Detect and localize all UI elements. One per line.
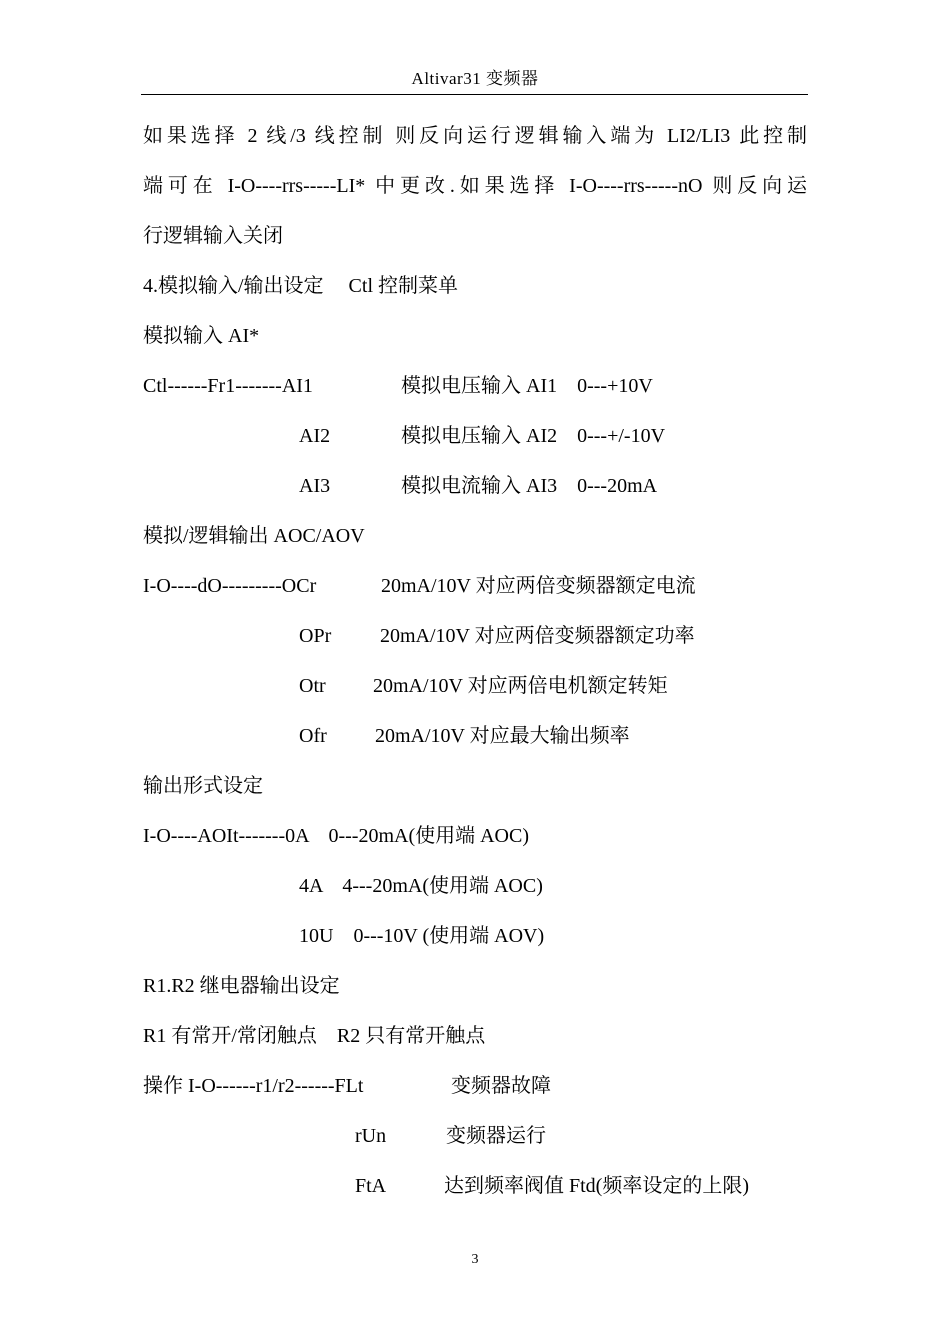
ai-code-2: AI2 bbox=[299, 425, 331, 447]
relay-code-3: FtA bbox=[355, 1175, 387, 1197]
paragraph-line-1: 如果选择 2 线/3 线控制 则反向运行逻辑输入端为 LI2/LI3 此控制 bbox=[143, 125, 807, 147]
form-row-3: 10U 0---10V (使用端 AOV) bbox=[299, 925, 545, 947]
relay-desc-2: 变频器运行 bbox=[446, 1125, 546, 1147]
relay-code-1: 操作 I-O------r1/r2------FLt bbox=[143, 1075, 364, 1097]
ai-code-3: AI3 bbox=[299, 475, 331, 497]
ao-code-1: I-O----dO---------OCr bbox=[143, 575, 317, 597]
form-row-2: 4A 4---20mA(使用端 AOC) bbox=[299, 875, 543, 897]
page-header: Altivar31 变频器 bbox=[411, 69, 539, 88]
ao-code-4: Ofr bbox=[299, 725, 327, 747]
ai-desc-2: 模拟电压输入 AI2 0---+/-10V bbox=[401, 425, 666, 447]
ao-code-3: Otr bbox=[299, 675, 326, 697]
relay-desc-1: 变频器故障 bbox=[451, 1075, 551, 1097]
ao-desc-3: 20mA/10V 对应两倍电机额定转矩 bbox=[373, 675, 668, 697]
relay-code-2: rUn bbox=[355, 1125, 387, 1147]
analog-input-title: 模拟输入 AI* bbox=[143, 325, 260, 347]
ai-desc-1: 模拟电压输入 AI1 0---+10V bbox=[401, 375, 653, 397]
analog-output-title: 模拟/逻辑输出 AOC/AOV bbox=[143, 525, 365, 547]
paragraph-line-2: 端可在 I-O----rrs-----LI* 中更改.如果选择 I-O----rrs-----nO 则反向运 bbox=[143, 175, 807, 197]
relay-desc-3: 达到频率阀值 Ftd(频率设定的上限) bbox=[444, 1175, 749, 1197]
relay-description: R1 有常开/常闭触点 R2 只有常开触点 bbox=[143, 1025, 486, 1047]
ao-desc-4: 20mA/10V 对应最大输出频率 bbox=[375, 725, 630, 747]
relay-title: R1.R2 继电器输出设定 bbox=[143, 975, 340, 997]
ai-code-1: Ctl------Fr1-------AI1 bbox=[143, 375, 313, 397]
ai-desc-3: 模拟电流输入 AI3 0---20mA bbox=[401, 475, 658, 497]
paragraph-line-3: 行逻辑输入关闭 bbox=[143, 225, 283, 247]
header-rule bbox=[141, 94, 808, 95]
form-row-1: I-O----AOIt-------0A 0---20mA(使用端 AOC) bbox=[143, 825, 529, 847]
output-form-title: 输出形式设定 bbox=[143, 775, 263, 797]
ao-desc-1: 20mA/10V 对应两倍变频器额定电流 bbox=[381, 575, 696, 597]
page-number: 3 bbox=[471, 1252, 479, 1267]
ao-code-2: OPr bbox=[299, 625, 332, 647]
section-heading: 4.模拟输入/输出设定 Ctl 控制菜单 bbox=[143, 275, 459, 297]
ao-desc-2: 20mA/10V 对应两倍变频器额定功率 bbox=[380, 625, 695, 647]
